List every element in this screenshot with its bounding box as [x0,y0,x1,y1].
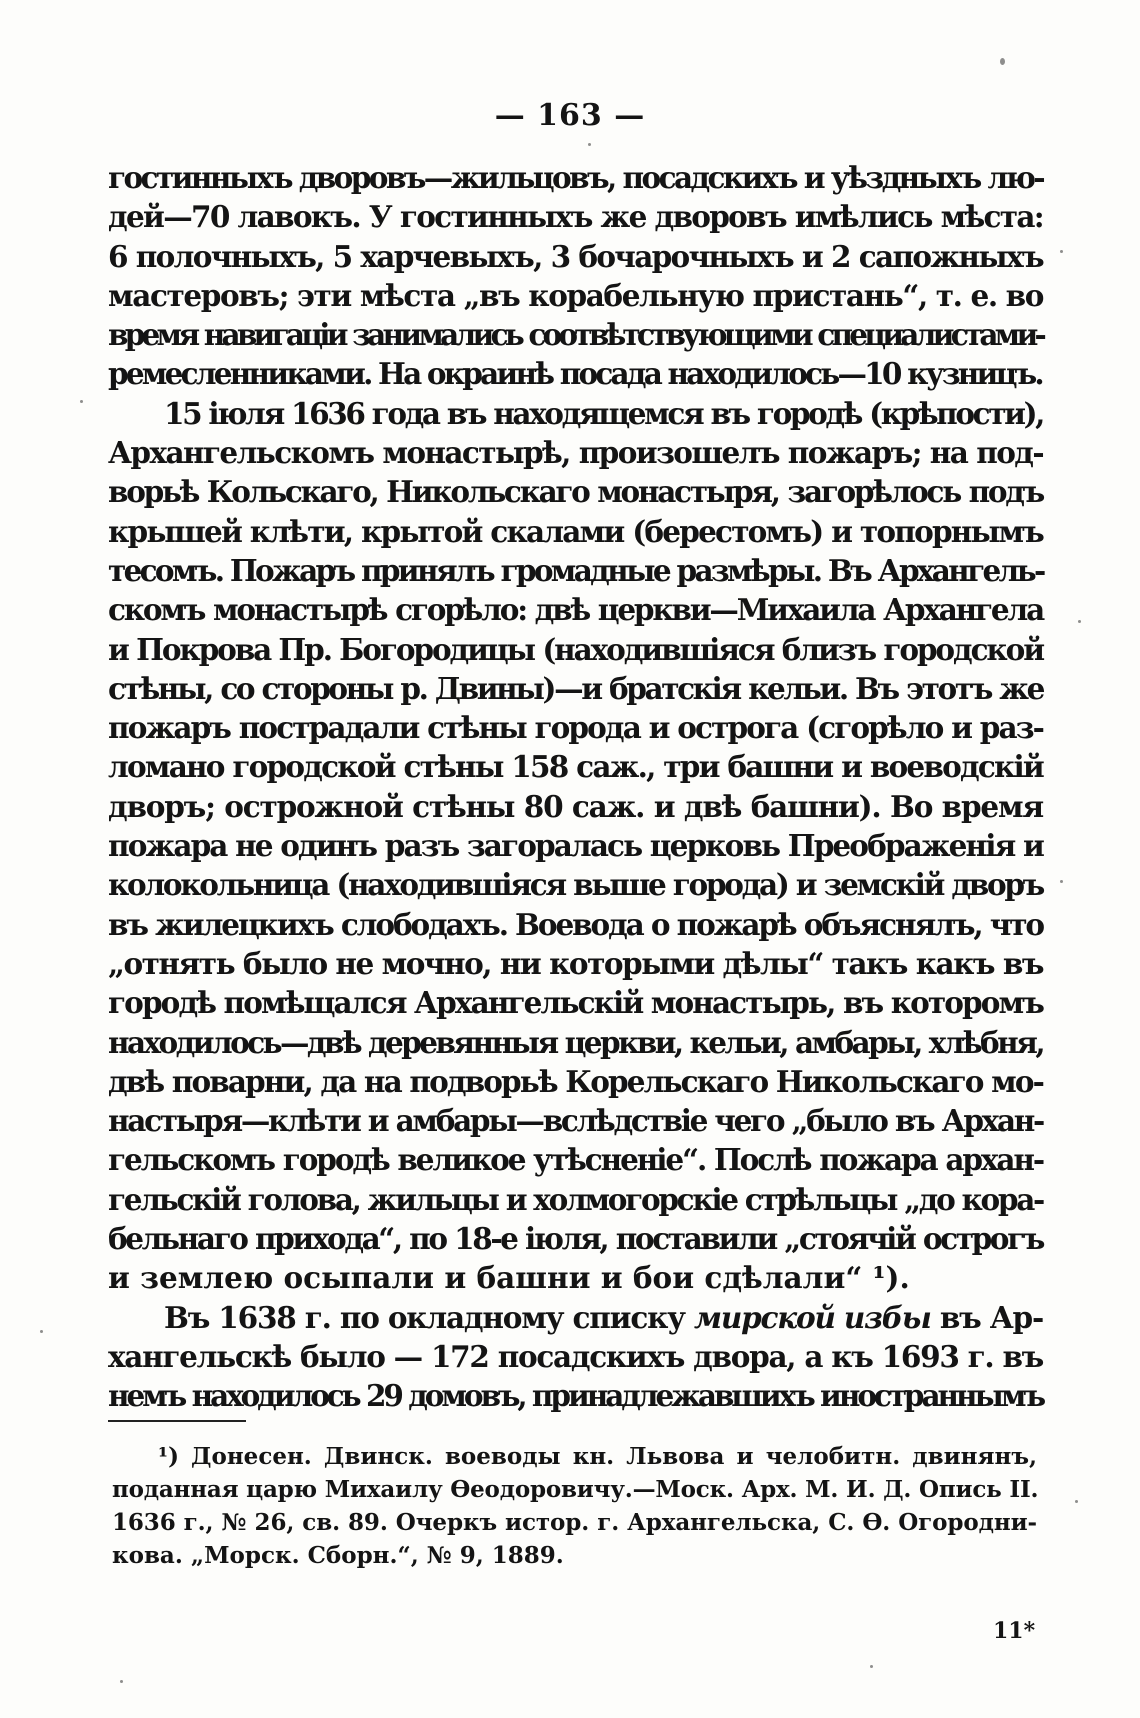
italic-phrase: мирской избы [694,1299,931,1335]
text-line: хангельскѣ было — 172 посадскихъ двора, а къ 1693 г. въ [108,1338,1043,1374]
text-line: скомъ монастырѣ сгорѣло: двѣ церкви—Михаила Архангела [108,592,1043,628]
text-line: крышей клѣти, крытой скалами (берестомъ) и топорнымъ [108,513,1043,549]
text-line: Архангельскомъ монастырѣ, произошелъ пожаръ; на под- [108,435,1043,471]
text-line: бельнаго прихода“, по 18-е іюля, поставили „стоячій острогъ [108,1221,1043,1257]
text-line: гостинныхъ дворовъ—жильцовъ, посадскихъ и уѣздныхъ лю- [108,160,1043,195]
text-line: 15 іюля 1636 года въ находящемся въ городѣ (крѣпости), [164,395,1043,431]
print-speck [40,1330,43,1333]
text-line: немъ находилось 29 домовъ, принадлежавшихъ иностраннымъ [108,1378,1043,1414]
text-line: ломано городской стѣны 158 саж., три башни и воеводскій [108,749,1043,785]
print-speck [588,143,591,146]
text-line: дей—70 лавокъ. У гостинныхъ же дворовъ имѣлись мѣста: [108,199,1043,235]
text-line: и Покрова Пр. Богородицы (находившіяся близъ городской [108,631,1043,667]
text-line: въ жилецкихъ слободахъ. Воевода о пожарѣ объяснялъ, что [108,906,1043,942]
text-line: мастеровъ; эти мѣста „въ корабельную пристань“, т. е. во [108,277,1043,313]
text-line: „отнять было не мочно, ни которыми дѣлы“ такъ какъ въ [108,945,1043,981]
footnote-rule [108,1420,246,1422]
text-line: 6 полочныхъ, 5 харчевыхъ, 3 бочарочныхъ и 2 сапожныхъ [108,238,1043,274]
text-line: пожаръ пострадали стѣны города и острога (сгорѣло и раз- [108,710,1043,746]
text-line: гельскій голова, жильцы и холмогорскіе стрѣльцы „до кора- [108,1181,1043,1217]
print-speck [1000,58,1005,65]
print-speck [1060,880,1063,883]
text-line: настыря—клѣти и амбары—вслѣдствіе чего „было въ Архан- [108,1103,1043,1139]
text-line: тесомъ. Пожаръ принялъ громадные размѣры. Въ Архангель- [108,552,1044,588]
text-line: пожара не одинъ разъ загоралась церковь Преображенія и [108,828,1043,864]
text-line: и землею осыпали и башни и бои сдѣлали“ ¹). [108,1260,910,1296]
signature-mark: 11* [993,1618,1036,1644]
page-number: — 163 — [494,98,646,133]
text-line: городѣ помѣщался Архангельскій монастырь, въ которомъ [108,985,1043,1021]
print-speck [1078,620,1081,623]
text-line: ворьѣ Кольскаго, Никольскаго монастыря, загорѣлось подъ [108,474,1043,510]
text-line: стѣны, со стороны р. Двины)—и братскія кельи. Въ этотъ же [108,670,1043,706]
footnote-line: поданная царю Михаилу Ѳеодоровичу.—Моск. Арх. М. И. Д. Опись II. [112,1476,1039,1503]
print-speck [1060,250,1063,253]
print-speck [120,1680,123,1683]
footnote-line: 1636 г., № 26, св. 89. Очеркъ истор. г. Архангельска, С. Ѳ. Огородни- [112,1509,1037,1536]
footnotes [112,1440,1037,1572]
print-speck [1075,1500,1078,1503]
text-line: находилось—двѣ деревянныя церкви, кельи, амбары, хлѣбня, [108,1024,1043,1060]
footnote-line: ¹) Донесен. Двинск. воеводы кн. Львова и челобитн. двинянъ, [158,1443,1037,1470]
text-line: двѣ поварни, да на подворьѣ Корельскаго Никольскаго мо- [108,1063,1043,1099]
text-line: дворъ; острожной стѣны 80 саж. и двѣ башни). Во время [108,788,1043,824]
text-line: Въ 1638 г. по окладному списку мирской избы въ Ар- [164,1299,1043,1335]
body-text [108,158,1043,1416]
print-speck [870,1665,873,1668]
text-line: время навигаціи занимались соотвѣтствующими специалистами- [108,317,1043,353]
text-line: ремесленниками. На окраинѣ посада находилось—10 кузницъ. [108,356,1042,392]
footnote-line: кова. „Морск. Сборн.“, № 9, 1889. [112,1542,564,1569]
text-line: гельскомъ городѣ великое утѣсненіе“. Послѣ пожара архан- [108,1142,1043,1178]
print-speck [80,400,83,403]
text-line: колокольница (находившіяся выше города) и земскій дворъ [108,867,1043,903]
